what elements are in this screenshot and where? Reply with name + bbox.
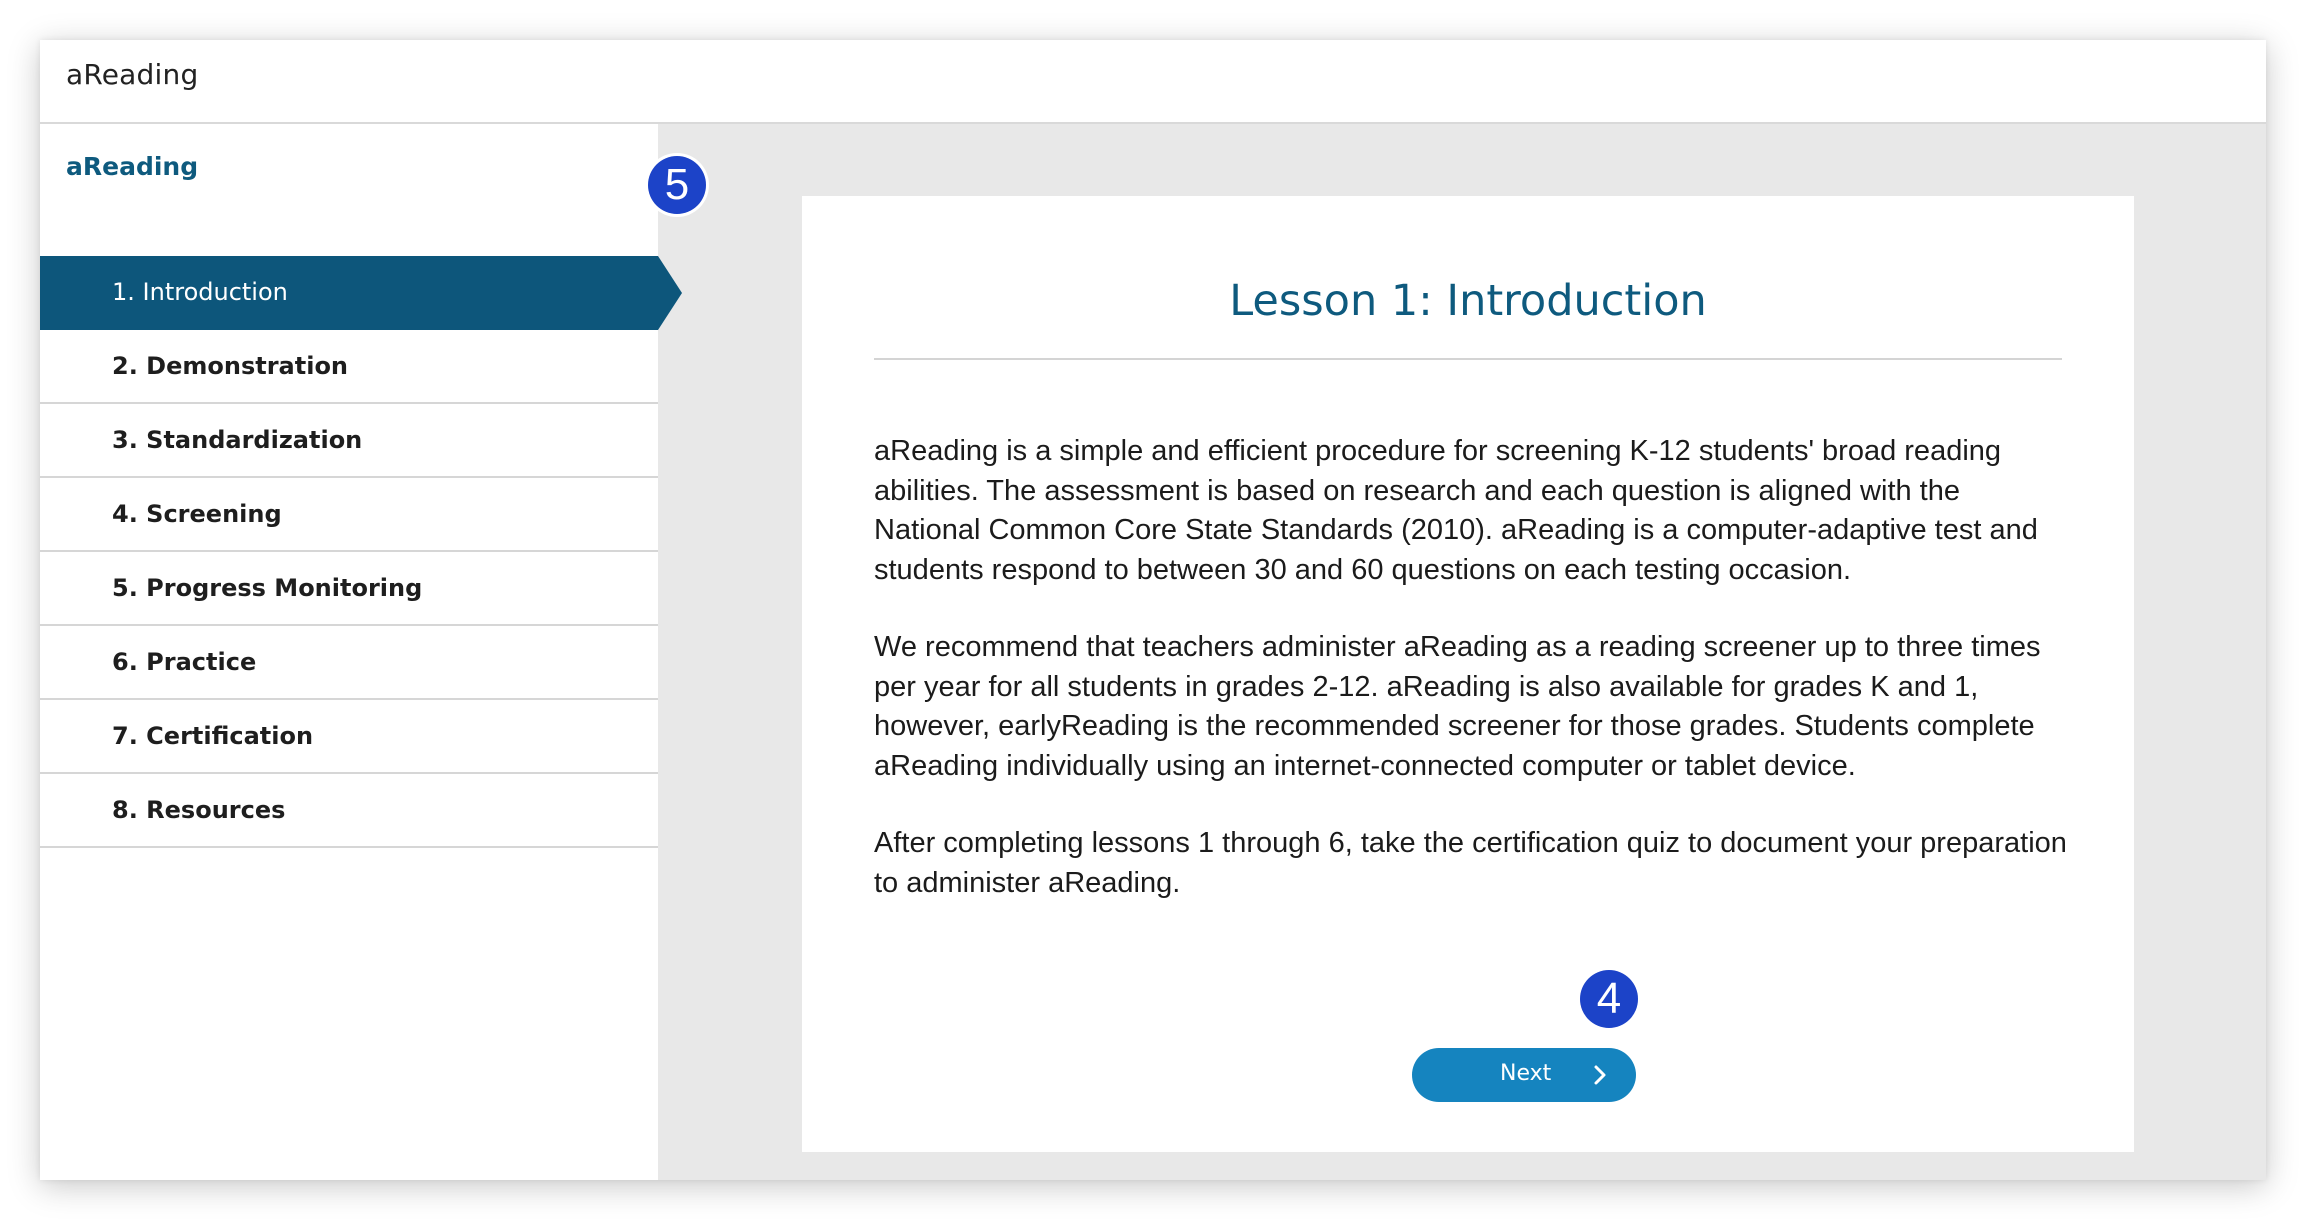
sidebar-item-label: 1. Introduction — [112, 278, 288, 306]
sidebar-item-standardization[interactable] — [40, 404, 658, 478]
sidebar-item-label: 6. Practice — [112, 648, 257, 676]
sidebar-item-label: 4. Screening — [112, 500, 282, 528]
sidebar-item-resources[interactable] — [40, 774, 658, 848]
sidebar-item-demonstration[interactable] — [40, 330, 658, 404]
sidebar-heading[interactable]: aReading — [66, 152, 199, 181]
app-title: aReading — [66, 58, 199, 91]
sidebar-item-progress-monitoring[interactable] — [40, 552, 658, 626]
step-badge-4: 4 — [1580, 970, 1638, 1028]
sidebar-item-introduction[interactable] — [40, 256, 658, 330]
sidebar-item-label: 2. Demonstration — [112, 352, 349, 380]
sidebar — [40, 124, 658, 1180]
chevron-right-icon — [1592, 1064, 1608, 1086]
lesson-content-card — [802, 196, 2134, 1152]
next-button-label: Next — [1500, 1061, 1552, 1086]
sidebar-item-label: 7. Certification — [112, 722, 314, 750]
lesson-paragraph: aReading is a simple and efficient procedure for screening K-12 students' broad reading abilities. The assessment is based on research and each question is aligned with the National Common Core State Standards (2010). aReading is a computer-adaptive test and students respond to between 30 and 60 questions on each testing occasion. — [874, 435, 2038, 586]
title-divider — [874, 358, 2062, 360]
next-button[interactable] — [1412, 1048, 1636, 1102]
lesson-title: Lesson 1: Introduction — [1229, 276, 1707, 326]
sidebar-item-certification[interactable] — [40, 700, 658, 774]
lesson-paragraph: After completing lessons 1 through 6, take the certification quiz to document your preparation to administer aReading. — [874, 827, 2067, 899]
step-badge-5: 5 — [648, 156, 706, 214]
lesson-nav — [40, 256, 658, 848]
app-window — [40, 40, 2266, 1180]
lesson-paragraph: We recommend that teachers administer aReading as a reading screener up to three times per year for all students in grades 2-12. aReading is also available for grades K and 1, however, earlyReading is the recommended screener for those grades. Students complete aReading individually using an internet-connected computer or tablet device. — [874, 631, 2041, 782]
sidebar-item-label: 3. Standardization — [112, 426, 363, 454]
sidebar-item-label: 8. Resources — [112, 796, 286, 824]
sidebar-item-screening[interactable] — [40, 478, 658, 552]
sidebar-item-label: 5. Progress Monitoring — [112, 574, 423, 602]
lesson-body — [874, 432, 2074, 941]
top-bar — [40, 40, 2266, 124]
sidebar-item-practice[interactable] — [40, 626, 658, 700]
